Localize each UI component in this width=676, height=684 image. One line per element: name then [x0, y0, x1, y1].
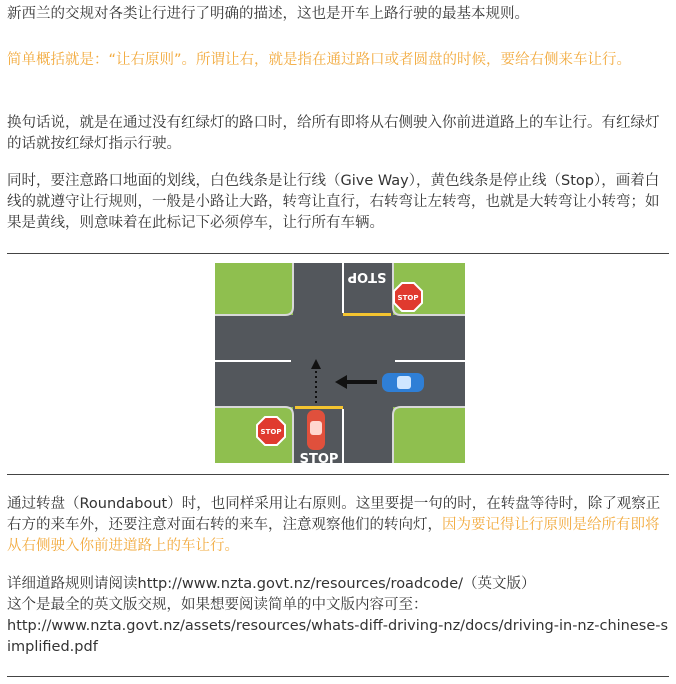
- paragraph-intro: 新西兰的交规对各类让行进行了明确的描述，这也是开车上路行驶的最基本规则。: [7, 6, 529, 22]
- stop-line-bottom: [295, 406, 343, 409]
- divider-bottom: [7, 676, 669, 677]
- resources-note: 这个是最全的英文版交规，如果想要阅读简单的中文版内容可至：: [7, 597, 428, 613]
- paragraph-keep-right-rule: 简单概括就是：“让右原则”。所谓让右，就是指在通过路口或者圆盘的时候，要给右侧来车让行。: [7, 52, 632, 68]
- roundabout-highlight: 因为要记得让行原则是给所有即将从右侧驶入你前进道路上的车让行。: [7, 517, 660, 554]
- paragraph-resources: [7, 574, 669, 658]
- roundabout-text: 通过转盘（Roundabout）时，也同样采用让右原则。这里要提一句的时，在转盘等待时，除了观察正右方的来车外，还要注意对面右转的来车，注意观察他们的转向灯，: [7, 496, 661, 533]
- red-car-window: [310, 421, 322, 435]
- paragraph-roundabout: [7, 494, 669, 557]
- stop-line-top: [343, 313, 391, 316]
- divider-middle: [7, 474, 669, 475]
- paragraph-no-traffic-light: 换句话说，就是在通过没有红绿灯的路口时，给所有即将从右侧驶入你前进道路上的车让行。有红绿灯的话就按红绿灯指示行驶。: [7, 115, 660, 152]
- chinese-guide-link[interactable]: http://www.nzta.govt.nz/assets/resources/whats-diff-driving-nz/docs/driving-in-nz-chinese-simplified.pdf: [7, 618, 669, 655]
- blue-car-window: [397, 376, 411, 389]
- paragraph-road-markings: 同时，要注意路口地面的划线，白色线条是让行线（Give Way），黄色线条是停止线（Stop），画着白线的就遵守让行规则，一般是小路让大路，转弯让直行，右转弯让左转弯，也就是大转弯让小转弯；如果是黄线，则意味着在此标记下必须停车，让行所有车辆。: [7, 173, 660, 231]
- road-text-stop-bottom: STOP: [299, 452, 339, 463]
- roadcode-link-line[interactable]: 详细道路规则请阅读http://www.nzta.govt.nz/resources/roadcode/（英文版）: [7, 576, 536, 592]
- intersection-illustration: [215, 263, 465, 463]
- stop-sign-top-text: STOP: [397, 294, 419, 302]
- stop-sign-bottom-text: STOP: [260, 428, 282, 436]
- road-text-stop-top: STOP: [347, 269, 387, 284]
- divider-top: [7, 253, 669, 254]
- intersection-svg: [215, 263, 465, 463]
